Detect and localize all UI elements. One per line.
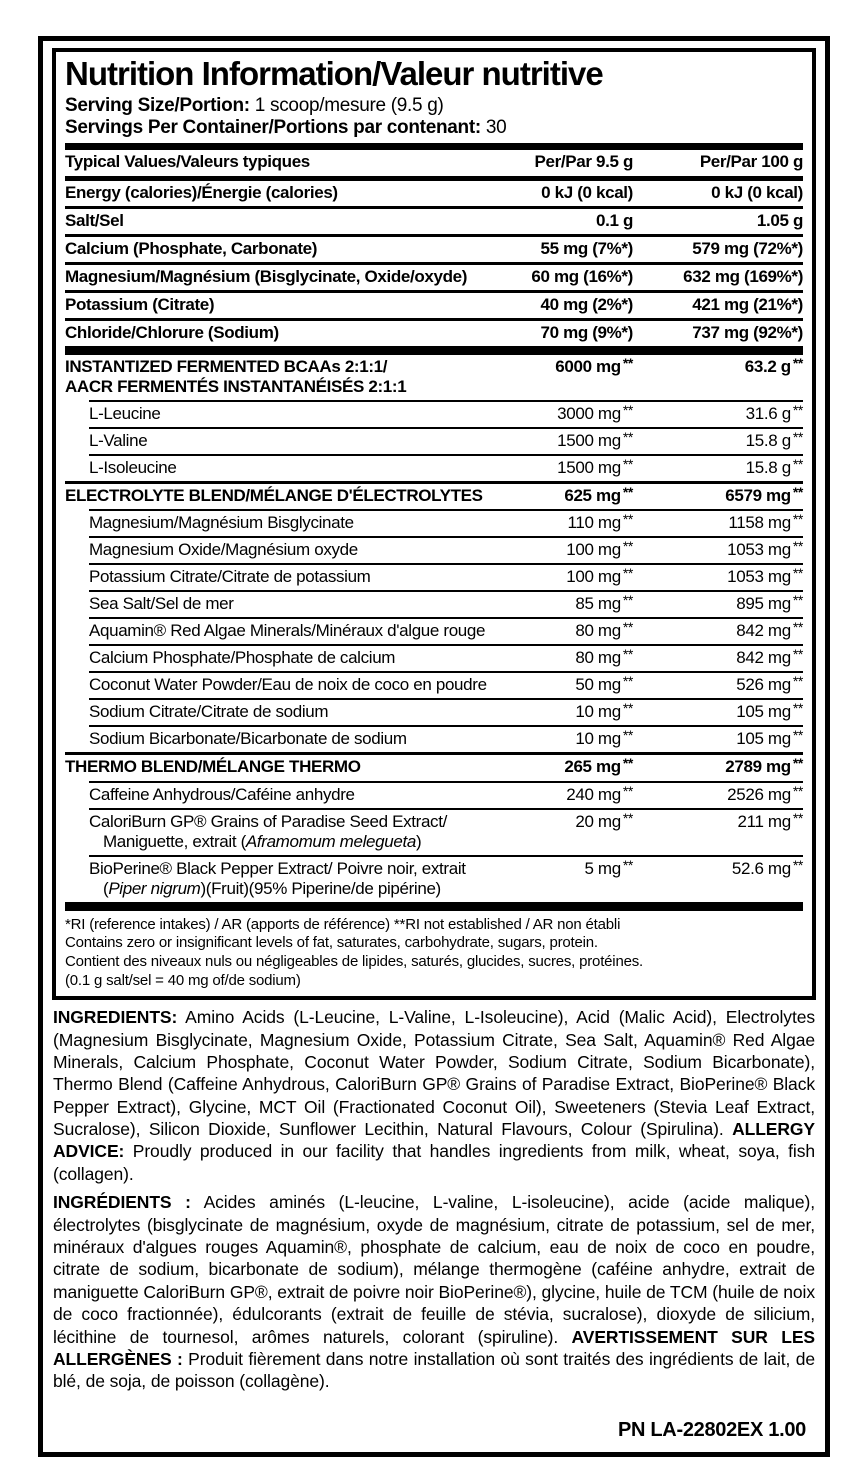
value-asterisks: ** [622, 401, 633, 418]
servings-label: Servings Per Container/Portions par contenant: [65, 117, 481, 139]
value-asterisks: ** [792, 354, 803, 371]
value-amount: 100 mg [566, 567, 621, 587]
per-serving-value: 55 mg (7%*) [540, 238, 633, 258]
value-amount: 265 mg [564, 757, 621, 777]
rule-heavy [65, 902, 803, 911]
table-row-sea-salt [65, 592, 803, 617]
ingredients-text-fr: Acides aminés (L-leucine, L-valine, L-isoleucine), acide (acide malique), électrolytes (bisglycinate de magnésium, oxyde de magnésium, citrate de potassium, sel de mer, minéraux d'algues rouges Aquamin®, phosphate de calcium, eau de noix de coco en poudre, citrate de sodium, bicarbonate de sodium), mélange thermogène (caféine anhydre, extrait de maniguette CaloriBurn GP®, extrait de poivre noir BioPerine®), glycine, huile de TCM (huile de noix de coco fractionnée), édulcorants (extrait de feuille de stévia, sucralose), dioxyde de silicium, lécithine de tournesol, arômes naturels, colorant (spiruline). [53, 1192, 815, 1347]
species-name-italic: Piper nigrum [108, 878, 201, 898]
table-row-aquamin [65, 619, 803, 644]
per-100g-value [633, 354, 803, 377]
per-100g-value [633, 455, 803, 478]
value-asterisks: ** [792, 727, 803, 744]
ingredients-heading-fr: INGRÉDIENTS : [53, 1192, 191, 1213]
value-amount: 63.2 g [744, 356, 791, 376]
value-amount: 2789 mg [725, 757, 791, 777]
per-100g-value [633, 428, 803, 451]
nutrient-label: Energy (calories)/Énergie (calories) [65, 182, 338, 202]
per-serving-value [483, 856, 633, 879]
value-asterisks: ** [622, 700, 633, 717]
column-header-typical-values: Typical Values/Valeurs typiques [65, 152, 310, 172]
value-asterisks: ** [622, 755, 633, 772]
value-asterisks: ** [792, 538, 803, 555]
allergen-warning-heading-fr: AVERTISSEMENT SUR LES ALLERGÈNES : [53, 1326, 815, 1369]
per-serving-value [483, 401, 633, 424]
per-100g-value: 579 mg (72%*) [692, 238, 803, 258]
blend-label-line2: AACR FERMENTÉS INSTANTANÉISÉS 2:1:1 [65, 376, 407, 396]
value-amount: 110 mg [567, 513, 621, 533]
value-asterisks: ** [792, 484, 803, 501]
per-100g-value [633, 567, 803, 587]
value-asterisks: ** [622, 354, 633, 371]
value-amount: 15.8 g [745, 457, 791, 477]
footnote-insignificant-en: Contains zero or insignificant levels of fat, saturates, carbohydrate, sugars, protein. [65, 934, 598, 952]
species-name-italic: Aframomum melegueta [245, 831, 416, 851]
value-asterisks: ** [622, 538, 633, 555]
nutrient-label: L-Leucine [89, 403, 161, 423]
rule-heavy [65, 346, 803, 355]
value-asterisks: ** [622, 592, 633, 609]
value-asterisks: ** [792, 673, 803, 690]
value-amount: 50 mg [575, 675, 621, 695]
allergen-warning-text-fr: Produit fièrement dans notre installation où sont traités des ingrédients de lait, de blé, de soja, de poisson (collagène). [53, 1349, 815, 1392]
table-row-bioperine [65, 857, 803, 902]
label-text: )(Fruit)(95% Piperine/de pipérine) [200, 878, 441, 898]
value-amount: 6000 mg [555, 356, 621, 376]
per-serving-value [483, 513, 633, 533]
value-amount: 625 mg [564, 486, 621, 506]
value-asterisks: ** [622, 646, 633, 663]
serving-size-line [65, 95, 803, 117]
servings-per-container-line [65, 117, 803, 139]
per-100g-value [633, 675, 803, 695]
table-row-salt [65, 209, 803, 234]
value-asterisks: ** [792, 856, 803, 873]
value-amount: 6579 mg [725, 486, 791, 506]
value-amount: 1500 mg [557, 430, 621, 450]
per-100g-value: 1.05 g [756, 210, 803, 230]
nutrient-label [65, 812, 483, 852]
nutrition-facts-box [52, 48, 816, 1000]
table-row-sodium-citrate [65, 700, 803, 725]
column-header-per-serving: Per/Par 9.5 g [534, 152, 633, 172]
value-asterisks: ** [622, 727, 633, 744]
value-asterisks: ** [792, 619, 803, 636]
value-amount: 85 mg [575, 594, 621, 614]
per-100g-value [633, 729, 803, 749]
per-100g-value [633, 809, 803, 832]
ingredients-heading-en: INGREDIENTS: [53, 1007, 178, 1028]
label-text: ) [415, 831, 422, 851]
per-100g-value: 0 kJ (0 kcal) [711, 182, 803, 202]
servings-value: 30 [480, 117, 507, 139]
nutrient-label: Sodium Citrate/Citrate de sodium [89, 702, 329, 722]
footnote-salt-sodium: (0.1 g salt/sel = 40 mg of/de sodium) [65, 971, 301, 989]
table-row-chloride [65, 321, 803, 346]
table-row-calcium-phosphate [65, 646, 803, 671]
table-row-l-leucine [65, 402, 803, 427]
value-amount: 105 mg [736, 729, 791, 749]
ingredient-label-line2 [89, 879, 483, 899]
nutrient-label [65, 357, 483, 397]
table-row-magnesium-bisglycinate [65, 511, 803, 536]
label-text: ( [103, 878, 109, 898]
value-amount: 31.6 g [745, 403, 791, 423]
per-serving-value [483, 648, 633, 668]
per-100g-value [633, 648, 803, 668]
value-amount: 80 mg [575, 648, 621, 668]
table-row-l-valine [65, 429, 803, 454]
value-amount: 1053 mg [727, 567, 791, 587]
table-row-sodium-bicarbonate [65, 727, 803, 752]
value-amount: 20 mg [575, 811, 621, 831]
table-row-magnesium-oxide [65, 538, 803, 563]
nutrient-label: Magnesium/Magnésium Bisglycinate [89, 513, 354, 533]
value-amount: 15.8 g [745, 430, 791, 450]
nutrient-label: Sea Salt/Sel de mer [89, 594, 234, 614]
value-asterisks: ** [622, 856, 633, 873]
table-row-caloriburn [65, 810, 803, 855]
nutrient-label: Sodium Bicarbonate/Bicarbonate de sodium [89, 729, 407, 749]
nutrient-label: Calcium Phosphate/Phosphate de calcium [89, 648, 396, 668]
per-serving-value [483, 809, 633, 832]
value-asterisks: ** [792, 782, 803, 799]
per-100g-value [633, 856, 803, 879]
value-asterisks: ** [622, 455, 633, 472]
table-row-potassium [65, 293, 803, 318]
value-amount: 526 mg [736, 675, 791, 695]
value-amount: 842 mg [736, 648, 791, 668]
per-100g-value: 421 mg (21%*) [692, 294, 803, 314]
per-100g-value: 737 mg (92%*) [692, 322, 803, 342]
value-asterisks: ** [622, 782, 633, 799]
per-serving-value [483, 621, 633, 641]
value-amount: 10 mg [575, 729, 621, 749]
value-asterisks: ** [792, 428, 803, 445]
per-serving-value [483, 567, 633, 587]
per-100g-value [633, 513, 803, 533]
table-row-caffeine [65, 783, 803, 808]
footnote-reference-intakes: *RI (reference intakes) / AR (apports de référence) **RI not established / AR non établi [65, 915, 621, 933]
nutrient-label: Chloride/Chlorure (Sodium) [65, 322, 279, 342]
per-100g-value [633, 401, 803, 424]
nutrient-label: Calcium (Phosphate, Carbonate) [65, 238, 318, 258]
value-asterisks: ** [792, 565, 803, 582]
value-amount: 3000 mg [557, 403, 621, 423]
per-100g-value [633, 486, 803, 506]
footnotes-block [65, 911, 803, 990]
ingredient-label-line1: CaloriBurn GP® Grains of Paradise Seed Extract/ [89, 811, 447, 831]
per-100g-value [633, 621, 803, 641]
table-row-calcium [65, 237, 803, 262]
product-code: PN LA-22802EX 1.00 [617, 1418, 806, 1441]
per-100g-value [633, 540, 803, 560]
allergy-advice-heading: ALLERGY ADVICE: [53, 1119, 815, 1162]
per-serving-value [483, 540, 633, 560]
outer-border-box [38, 36, 830, 1457]
nutrient-label: Coconut Water Powder/Eau de noix de coco en poudre [89, 675, 487, 695]
value-asterisks: ** [622, 619, 633, 636]
per-serving-value [483, 354, 633, 377]
nutrient-label: ELECTROLYTE BLEND/MÉLANGE D'ÉLECTROLYTES [65, 486, 483, 506]
value-amount: 10 mg [575, 702, 621, 722]
value-asterisks: ** [792, 401, 803, 418]
per-100g-value [633, 702, 803, 722]
value-amount: 100 mg [566, 540, 621, 560]
value-asterisks: ** [792, 455, 803, 472]
value-amount: 240 mg [566, 784, 621, 804]
nutrient-label: Salt/Sel [65, 210, 124, 230]
nutrient-label: L-Valine [89, 430, 148, 450]
table-row-electrolyte-blend [65, 484, 803, 509]
per-serving-value [483, 428, 633, 451]
per-serving-value: 0 kJ (0 kcal) [541, 182, 633, 202]
blend-label-line1: INSTANTIZED FERMENTED BCAAs 2:1:1/ [65, 356, 388, 376]
per-serving-value [483, 757, 633, 777]
per-serving-value: 40 mg (2%*) [540, 294, 633, 314]
table-row-magnesium [65, 265, 803, 290]
value-asterisks: ** [792, 809, 803, 826]
value-amount: 842 mg [736, 621, 791, 641]
nutrient-label [65, 859, 483, 899]
per-serving-value: 70 mg (9%*) [540, 322, 633, 342]
table-row-l-isoleucine [65, 456, 803, 481]
value-asterisks: ** [792, 646, 803, 663]
ingredients-paragraph-en [53, 1006, 815, 1185]
label-text: Maniguette, extrait ( [103, 831, 246, 851]
value-asterisks: ** [792, 700, 803, 717]
per-serving-value [483, 729, 633, 749]
per-100g-value: 632 mg (169%*) [683, 266, 803, 286]
value-asterisks: ** [622, 484, 633, 501]
per-serving-value: 60 mg (16%*) [531, 266, 633, 286]
table-row-coconut-water [65, 673, 803, 698]
table-header-row [65, 150, 803, 175]
value-amount: 105 mg [736, 702, 791, 722]
per-100g-value [633, 594, 803, 614]
per-100g-value [633, 757, 803, 777]
value-amount: 1158 mg [728, 513, 791, 533]
per-serving-value [483, 702, 633, 722]
value-amount: 895 mg [736, 594, 791, 614]
table-row-thermo-blend [65, 755, 803, 780]
value-amount: 1053 mg [727, 540, 791, 560]
page-title: Nutrition Information/Valeur nutritive [65, 55, 603, 92]
nutrient-label: Magnesium Oxide/Magnésium oxyde [89, 540, 358, 560]
value-amount: 2526 mg [727, 784, 791, 804]
allergy-advice-text: Proudly produced in our facility that handles ingredients from milk, wheat, soya, fish (collagen). [53, 1141, 815, 1184]
per-serving-value [483, 675, 633, 695]
value-amount: 5 mg [584, 858, 621, 878]
table-row-potassium-citrate [65, 565, 803, 590]
nutrient-label: Potassium (Citrate) [65, 294, 215, 314]
value-asterisks: ** [622, 428, 633, 445]
value-asterisks: ** [622, 673, 633, 690]
value-amount: 80 mg [575, 621, 621, 641]
value-asterisks: ** [622, 511, 633, 528]
ingredient-label-line1: BioPerine® Black Pepper Extract/ Poivre noir, extrait [89, 858, 466, 878]
ingredients-paragraph-fr [53, 1191, 815, 1393]
per-serving-value [483, 455, 633, 478]
ingredient-label-line2 [89, 832, 483, 852]
table-row-bcaa-blend [65, 355, 803, 400]
value-asterisks: ** [792, 511, 803, 528]
serving-size-label: Serving Size/Portion: [65, 94, 250, 116]
nutrient-label: Aquamin® Red Algae Minerals/Minéraux d'algue rouge [89, 621, 486, 641]
value-asterisks: ** [622, 565, 633, 582]
nutrient-label: Potassium Citrate/Citrate de potassium [89, 567, 371, 587]
nutrient-label: THERMO BLEND/MÉLANGE THERMO [65, 757, 361, 777]
footnote-insignificant-fr: Contient des niveaux nuls ou négligeables de lipides, saturés, glucides, sucres, protéines. [65, 952, 643, 970]
nutrient-label: Magnesium/Magnésium (Bisglycinate, Oxide/oxyde) [65, 266, 468, 286]
value-asterisks: ** [792, 755, 803, 772]
ingredients-text-en: Amino Acids (L-Leucine, L-Valine, L-Isoleucine), Acid (Malic Acid), Electrolytes (Magnesium Bisglycinate, Magnesium Oxide, Potassium Citrate, Sea Salt, Aquamin® Red Algae Minerals, Calcium Phosphate, Coconut Water Powder, Sodium Citrate, Sodium Bicarbonate), Thermo Blend (Caffeine Anhydrous, CaloriBurn GP® Grains of Paradise Extract, BioPerine® Black Pepper Extract), Glycine, MCT Oil (Fractionated Coconut Oil), Sweeteners (Stevia Leaf Extract, Sucralose), Silicon Dioxide, Sunflower Lecithin, Natural Flavours, Colour (Spirulina). [53, 1007, 815, 1140]
nutrient-label: Caffeine Anhydrous/Caféine anhydre [89, 784, 355, 804]
table-row-energy [65, 181, 803, 206]
per-serving-value [483, 782, 633, 805]
per-serving-value: 0.1 g [596, 210, 633, 230]
value-asterisks: ** [622, 809, 633, 826]
value-amount: 52.6 mg [731, 858, 791, 878]
serving-size-value: 1 scoop/mesure (9.5 g) [249, 94, 444, 116]
per-100g-value [633, 782, 803, 805]
value-asterisks: ** [792, 592, 803, 609]
nutrient-label: L-Isoleucine [89, 457, 177, 477]
value-amount: 1500 mg [557, 457, 621, 477]
rule-thick [65, 143, 803, 150]
per-serving-value [483, 594, 633, 614]
column-header-per-100g: Per/Par 100 g [699, 152, 803, 172]
value-amount: 211 mg [737, 811, 791, 831]
per-serving-value [483, 486, 633, 506]
